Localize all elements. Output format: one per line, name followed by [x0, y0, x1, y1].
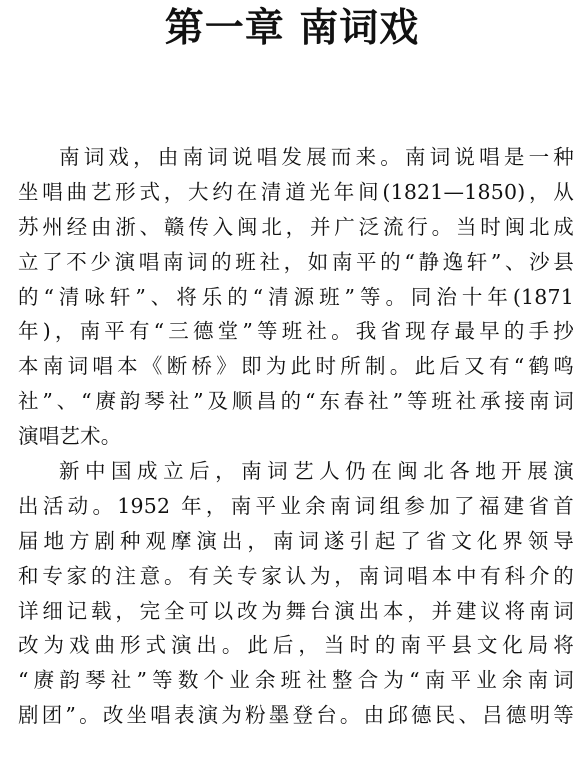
- chapter-title: 第一章 南词戏: [164, 6, 420, 51]
- text-line: 和专家的注意。有关专家认为，南词唱本中有科介的: [18, 563, 574, 588]
- text-line: 改为戏曲形式演出。此后，当时的南平县文化局将: [18, 633, 574, 658]
- text-line: 南词戏，由南词说唱发展而来。南词说唱是一种: [59, 145, 574, 169]
- text-line: 剧团”。改坐唱表演为粉墨登台。由邱德民、吕德明等: [18, 703, 574, 728]
- text-line: 本南词唱本《断桥》即为此时所制。此后又有“鹤鸣: [18, 354, 574, 379]
- text-line: 苏州经由浙、赣传入闽北，并广泛流行。当时闽北成: [18, 214, 574, 239]
- body-text: [18, 140, 574, 733]
- text-line: 届地方剧种观摩演出，南词遂引起了省文化界领导: [18, 528, 574, 553]
- text-line: 详细记载，完全可以改为舞台演出本，并建议将南词: [18, 598, 574, 623]
- text-line: 立了不少演唱南词的班社，如南平的“静逸轩”、沙县: [18, 249, 574, 274]
- text-line: 年)，南平有“三德堂”等班社。我省现存最早的手抄: [18, 319, 574, 344]
- text-line: “赓韵琴社”等数个业余班社整合为“南平业余南词: [18, 668, 574, 693]
- text-line: 社”、“赓韵琴社”及顺昌的“东春社”等班社承接南词: [18, 389, 574, 414]
- text-line: 坐唱曲艺形式，大约在清道光年间(1821—1850)，从: [18, 179, 574, 204]
- text-line: 新中国成立后，南词艺人仍在闽北各地开展演: [59, 459, 574, 484]
- text-line: 出活动。1952 年，南平业余南词组参加了福建省首: [18, 493, 574, 518]
- text-line: 的“清咏轩”、将乐的“清源班”等。同治十年(1871: [18, 284, 574, 309]
- text-line: 演唱艺术。: [18, 424, 122, 449]
